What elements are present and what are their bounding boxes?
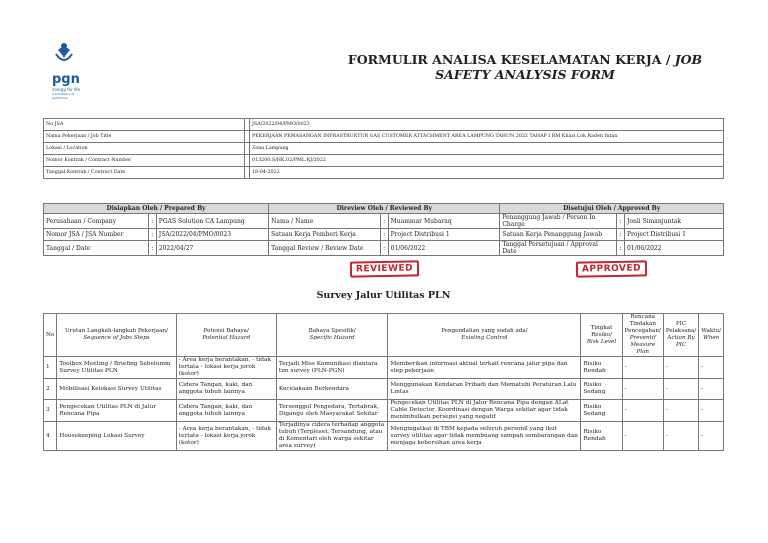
info-label: Nomor Kontrak / Contract Number: [44, 155, 245, 167]
logo-tagline: energy for life: [52, 87, 81, 92]
signoff-row: Tanggal / Date : 2022/04/27 Tanggal Review / Review Date : 01/06/2022 Tanggal Persetujuan / Approval Date : 01/06/2022: [44, 241, 724, 256]
signoff-label: Satuan Kerja Pemberi Kerja: [269, 229, 381, 241]
jsa-table: [43, 313, 724, 451]
col-no: No: [44, 314, 57, 357]
col-pic: PIC Pelaksana/ Action By PIC: [663, 314, 698, 357]
info-row: [44, 143, 724, 155]
signoff-label: Penanggung Jawab / Person In Charge: [500, 214, 617, 229]
signoff-label: Tanggal Persetujuan / Approval Date: [500, 241, 617, 256]
signoff-table: [43, 203, 724, 282]
info-value: PEKERJAAN PEMASANGAN INFRASTRUKTUR GAS CUSTOMER ATTACHMENT AREA LAMPUNG TAHUN 2022 TAHAP I RM Khazi Lok Raden Intan: [250, 131, 724, 143]
signoff-value: JSA/2022/04/PMO/0023: [156, 229, 268, 241]
row-control: Menggunakan Kendaran Pribadi dan Mematuhi Peraturan Lalu Lintas: [388, 379, 581, 400]
row-plan: -: [622, 379, 663, 400]
row-risk: Kecelakaan Berkendara: [276, 379, 388, 400]
row-level: Risiko Sedang: [581, 400, 622, 422]
row-level: Risiko Sedang: [581, 379, 622, 400]
info-value: JSA/2022/04/PMO/0023: [250, 119, 724, 131]
table-row: [44, 357, 724, 379]
logo-brand: pgn: [52, 72, 80, 87]
row-step: Toolbox Meeting / Briefing Sebelumm Survey Utilitas PLN: [57, 357, 176, 379]
info-label: No JSA: [44, 119, 245, 131]
info-row: [44, 131, 724, 143]
row-risk: Terjadinya cidera terhadap anggota tubuh (Terpleset, Tersandung, atau di Komentari oleh warga sekitar area survey): [276, 422, 388, 451]
info-label: Lokasi / Location: [44, 143, 245, 155]
col-when: Waktu/ When: [699, 314, 724, 357]
logo-subline: a subsidiary of pertamina: [52, 92, 74, 100]
company-logo: [44, 40, 84, 100]
row-time: -: [699, 400, 724, 422]
row-control: Pengecekan Utilitas PLN di Jalur Rencana Pipa dengan ALat Cable Detector, Koordinasi dengan Warga sekitar agar tidak menimbulkan persepsi yang negatif: [388, 400, 581, 422]
row-time: -: [699, 357, 724, 379]
info-value: Zona Lampung: [250, 143, 724, 155]
row-time: -: [699, 422, 724, 451]
info-label: Tanggal Kontrak / Contract Date: [44, 167, 245, 179]
col-potential-hazard: Potensi Bahaya/ Potential Hazard: [176, 314, 276, 357]
signoff-value: 2022/04/27: [156, 241, 268, 256]
row-pic: -: [663, 400, 698, 422]
info-value: 18-04-2022: [250, 167, 724, 179]
col-existing-control: Pengendalian yang sudah ada/ Existing Control: [388, 314, 581, 357]
row-hazard: Cidera Tangan, kaki, dan anggota tubuh lainnya: [176, 379, 276, 400]
table-row: [44, 422, 724, 451]
row-hazard: Cidera Tangan, kaki, dan anggota tubuh lainnya: [176, 400, 276, 422]
title-line1-italic: JOB: [674, 52, 703, 67]
signoff-value: 01/06/2022: [624, 241, 723, 256]
title-line1: FORMULIR ANALISA KESELAMATAN KERJA /: [347, 52, 675, 67]
reviewed-stamp: REVIEWED: [350, 260, 419, 277]
approved-by-header: Disetujui Oleh / Approved By: [500, 204, 724, 214]
row-plan: -: [622, 422, 663, 451]
table-header-row: [44, 314, 724, 357]
row-no: 4: [44, 422, 57, 451]
signoff-value: Project Distribusi 1: [388, 229, 500, 241]
row-step: Housekeeping Lokasi Survey: [57, 422, 176, 451]
section-title: Survey Jalur Utilitas PLN: [316, 290, 451, 301]
row-pic: -: [663, 379, 698, 400]
row-control: Mengingatkat di TBM kepada seluruh personil yang ikut survey utilitas agar tidak membuang sampah sembarangan dan menjaga kebersihan area kerja: [388, 422, 581, 451]
row-pic: -: [663, 357, 698, 379]
signoff-value: PGAS Solution CA Lampung: [156, 214, 268, 229]
signoff-value: Muammar Mubaraq: [388, 214, 500, 229]
row-level: Risiko Rendah: [581, 422, 622, 451]
col-preventive-plan: Rencana Tindakan Pencegahan/ Preventif Measure Plan: [622, 314, 663, 357]
row-plan: -: [622, 357, 663, 379]
row-time: -: [699, 379, 724, 400]
row-hazard: - Area kerja berantakan, - tidak tertata - lokasi kerja jorok (kotor): [176, 422, 276, 451]
col-specific-hazard: Bahaya Spesifik/ Specific Hazard: [276, 314, 388, 357]
signoff-value: Jonli Simanjuntak: [624, 214, 723, 229]
col-risk-level: Tingkat Resiko/ Risk Level: [581, 314, 622, 357]
row-hazard: - Area kerja berantakan, - tidak tertata - lokasi kerja jorok (kotor): [176, 357, 276, 379]
row-control: Memberikan informasi aktual terkait rencana jalur pipa dan step pekerjaan: [388, 357, 581, 379]
info-row: [44, 155, 724, 167]
signoff-label: Satuan Kerja Penanggung Jawab: [500, 229, 617, 241]
row-step: Mobilisasi Kelokasi Survey Utilitas: [57, 379, 176, 400]
reviewed-by-header: Direview Oleh / Reviewed By: [269, 204, 500, 214]
col-job-step: Urutan Langkah-langkah Pekerjaan/ Sequence of Jobs Steps: [57, 314, 176, 357]
row-step: Pengecekan Utilitas PLN di Jalur Rencana Pipa: [57, 400, 176, 422]
title-line2: SAFETY ANALYSIS FORM: [435, 67, 615, 82]
approved-stamp: APPROVED: [576, 260, 647, 277]
info-row: [44, 119, 724, 131]
row-plan: -: [622, 400, 663, 422]
table-row: [44, 379, 724, 400]
row-risk: Terjadi Miss Komunikasi diantara tim survey (PLN-PGN): [276, 357, 388, 379]
row-no: 3: [44, 400, 57, 422]
signoff-value: 01/06/2022: [388, 241, 500, 256]
row-pic: -: [663, 422, 698, 451]
table-row: [44, 400, 724, 422]
pgn-logo-icon: [44, 40, 84, 70]
info-label: Nama Pekerjaan / Job Title: [44, 131, 245, 143]
signoff-label: Perusahaan / Company: [44, 214, 149, 229]
job-info-table: [43, 118, 724, 179]
signoff-label: Nama / Name: [269, 214, 381, 229]
info-row: [44, 167, 724, 179]
row-risk: Tersenggol Pengedara, Tertabrak, Digangu oleh Masyarakat Sekitar: [276, 400, 388, 422]
prepared-by-header: Disiapkan Oleh / Prepared By: [44, 204, 269, 214]
signoff-label: Tanggal Review / Review Date: [269, 241, 381, 256]
signoff-label: Nomor JSA / JSA Number: [44, 229, 149, 241]
signoff-row: Nomor JSA / JSA Number : JSA/2022/04/PMO/0023 Satuan Kerja Pemberi Kerja : Project Distribusi 1 Satuan Kerja Penanggung Jawab : Project Distribusi 1: [44, 229, 724, 241]
signoff-value: Project Distribusi 1: [624, 229, 723, 241]
signoff-row: Perusahaan / Company : PGAS Solution CA Lampung Nama / Name : Muammar Mubaraq Penanggung Jawab / Person In Charge : Jonli Simanjuntak: [44, 214, 724, 229]
row-no: 1: [44, 357, 57, 379]
signoff-label: Tanggal / Date: [44, 241, 149, 256]
row-level: Risiko Rendah: [581, 357, 622, 379]
info-value: 013200.S/HK.02/PML.KJ/2022: [250, 155, 724, 167]
row-no: 2: [44, 379, 57, 400]
document-title: [330, 52, 720, 82]
